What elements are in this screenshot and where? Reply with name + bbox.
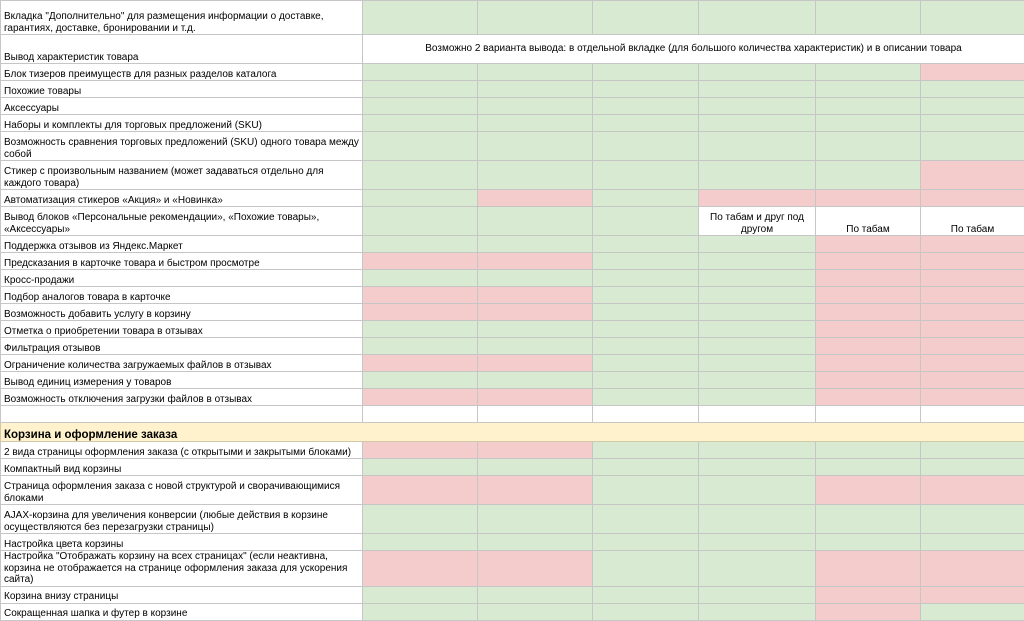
status-cell-unsupported[interactable] [816,603,921,620]
status-cell-supported[interactable] [593,534,699,551]
status-cell-supported[interactable] [699,132,816,161]
status-cell-supported[interactable] [478,64,593,81]
status-cell-supported[interactable] [699,372,816,389]
table-row [1,372,1024,389]
status-cell-unsupported[interactable] [363,476,478,505]
status-cell-supported[interactable] [478,586,593,603]
feature-label-cell[interactable]: Предсказания в карточке товара и быстром просмотре [1,253,363,270]
status-cell-supported[interactable] [699,389,816,406]
status-cell-supported[interactable] [363,98,478,115]
status-cell-note[interactable]: По табам и друг под другом [699,207,816,236]
status-cell-supported[interactable] [363,534,478,551]
feature-label-cell[interactable]: Кросс-продажи [1,270,363,287]
status-cell-unsupported[interactable] [363,253,478,270]
feature-label-cell[interactable]: 2 вида страницы оформления заказа (с открытыми и закрытыми блоками) [1,442,363,459]
feature-label-cell[interactable]: Стикер с произвольным названием (может задаваться отдельно для каждого товара) [1,161,363,190]
status-cell-unsupported[interactable] [816,236,921,253]
status-cell-supported[interactable] [478,115,593,132]
status-cell-supported[interactable] [699,505,816,534]
table-row [1,81,1024,98]
status-cell-unsupported[interactable] [921,161,1024,190]
status-cell-supported[interactable] [478,1,593,35]
status-cell-supported[interactable] [478,459,593,476]
status-cell-supported[interactable] [478,534,593,551]
table-row [1,1,1024,35]
table-row [1,338,1024,355]
status-cell-supported[interactable] [363,338,478,355]
status-cell-unsupported[interactable] [816,287,921,304]
status-cell-supported[interactable] [699,236,816,253]
status-cell-supported[interactable] [699,287,816,304]
status-cell-supported[interactable] [363,64,478,81]
status-cell-supported[interactable] [593,132,699,161]
table-row [1,459,1024,476]
status-cell-supported[interactable] [816,442,921,459]
status-cell-unsupported[interactable] [921,355,1024,372]
status-cell-supported[interactable] [478,505,593,534]
status-cell-supported[interactable] [921,132,1024,161]
status-cell-supported[interactable] [363,81,478,98]
status-cell-unsupported[interactable] [478,304,593,321]
table-row [1,64,1024,81]
status-cell-unsupported[interactable] [816,253,921,270]
status-cell-unsupported[interactable] [363,442,478,459]
status-cell-unsupported[interactable] [363,287,478,304]
status-cell-unsupported[interactable] [816,389,921,406]
table-row [1,207,1024,236]
feature-label-cell[interactable]: Корзина внизу страницы [1,586,363,603]
status-cell-supported[interactable] [816,505,921,534]
status-cell-supported[interactable] [593,1,699,35]
table-row [1,355,1024,372]
status-cell-unsupported[interactable] [816,586,921,603]
status-cell-supported[interactable] [699,476,816,505]
status-cell-supported[interactable] [593,236,699,253]
status-cell-supported[interactable] [593,253,699,270]
status-cell-supported[interactable] [593,287,699,304]
status-cell-supported[interactable] [593,81,699,98]
table-row [1,287,1024,304]
feature-label-cell[interactable]: Подбор аналогов товара в карточке [1,287,363,304]
status-cell-supported[interactable] [699,115,816,132]
status-cell-supported[interactable] [921,505,1024,534]
status-cell-unsupported[interactable] [478,442,593,459]
feature-label-cell[interactable]: Настройка цвета корзины [1,534,363,551]
feature-label-cell[interactable]: Сокращенная шапка и футер в корзине [1,603,363,620]
feature-label-cell[interactable]: Наборы и комплекты для торговых предложений (SKU) [1,115,363,132]
status-cell-note[interactable] [816,406,921,423]
table-row [1,534,1024,551]
status-cell-supported[interactable] [921,98,1024,115]
status-cell-supported[interactable] [478,321,593,338]
status-cell-note[interactable] [593,406,699,423]
table-row [1,586,1024,603]
status-cell-unsupported[interactable] [921,338,1024,355]
feature-label-cell[interactable] [1,406,363,423]
status-cell-unsupported[interactable] [921,64,1024,81]
status-cell-supported[interactable] [593,551,699,587]
feature-label-cell[interactable]: Поддержка отзывов из Яндекс.Маркет [1,236,363,253]
table-row [1,551,1024,587]
status-cell-supported[interactable] [921,442,1024,459]
status-cell-unsupported[interactable] [478,355,593,372]
table-row [1,603,1024,620]
status-cell-supported[interactable] [593,190,699,207]
status-cell-supported[interactable] [699,304,816,321]
status-cell-supported[interactable] [593,304,699,321]
status-cell-supported[interactable] [478,98,593,115]
status-cell-unsupported[interactable] [363,355,478,372]
status-cell-supported[interactable] [593,338,699,355]
table-row [1,253,1024,270]
status-cell-supported[interactable] [816,459,921,476]
status-cell-supported[interactable] [699,1,816,35]
feature-label-cell[interactable]: Блок тизеров преимуществ для разных разделов каталога [1,64,363,81]
status-cell-supported[interactable] [593,476,699,505]
table-row [1,161,1024,190]
status-cell-note[interactable] [363,406,478,423]
status-cell-unsupported[interactable] [921,551,1024,587]
status-cell-supported[interactable] [593,586,699,603]
feature-label-cell[interactable]: Похожие товары [1,81,363,98]
feature-label-cell[interactable]: Вывод характеристик товара [1,35,363,64]
table-row [1,236,1024,253]
status-cell-unsupported[interactable] [921,253,1024,270]
status-cell-unsupported[interactable] [921,236,1024,253]
status-cell-note[interactable]: По табам [816,207,921,236]
feature-label-cell[interactable]: Возможность отключения загрузки файлов в отзывах [1,389,363,406]
status-cell-supported[interactable] [363,207,478,236]
status-cell-note[interactable] [699,406,816,423]
status-cell-unsupported[interactable] [921,476,1024,505]
status-cell-supported[interactable] [816,98,921,115]
status-cell-supported[interactable] [593,321,699,338]
status-cell-supported[interactable] [816,534,921,551]
table-row [1,190,1024,207]
status-cell-supported[interactable] [593,442,699,459]
status-cell-unsupported[interactable] [478,389,593,406]
table-row [1,270,1024,287]
status-cell-supported[interactable] [478,603,593,620]
status-cell-supported[interactable] [363,115,478,132]
feature-label-cell[interactable]: Вывод блоков «Персональные рекомендации», «Похожие товары», «Аксессуары» [1,207,363,236]
status-cell-supported[interactable] [593,64,699,81]
status-cell-supported[interactable] [478,207,593,236]
status-cell-supported[interactable] [363,459,478,476]
status-cell-supported[interactable] [363,372,478,389]
status-cell-supported[interactable] [478,236,593,253]
status-cell-supported[interactable] [363,132,478,161]
status-cell-supported[interactable] [478,338,593,355]
table-body [1,1,1024,621]
status-cell-supported[interactable] [363,505,478,534]
status-cell-supported[interactable] [699,161,816,190]
status-cell-supported[interactable] [363,161,478,190]
status-cell-unsupported[interactable] [816,190,921,207]
status-cell-supported[interactable] [699,534,816,551]
status-cell-supported[interactable] [593,270,699,287]
status-cell-unsupported[interactable] [921,270,1024,287]
status-cell-unsupported[interactable] [921,586,1024,603]
status-cell-supported[interactable] [363,1,478,35]
status-cell-unsupported[interactable] [699,190,816,207]
status-cell-supported[interactable] [699,270,816,287]
status-cell-unsupported[interactable] [363,389,478,406]
status-cell-supported[interactable] [921,603,1024,620]
status-cell-supported[interactable] [921,81,1024,98]
status-cell-supported[interactable] [478,132,593,161]
status-cell-supported[interactable] [363,236,478,253]
status-cell-unsupported[interactable] [478,253,593,270]
status-cell-supported[interactable] [699,551,816,587]
feature-label-cell[interactable]: Вкладка "Дополнительно" для размещения информации о доставке, гарантиях, доставке, бронировании и т.д. [1,1,363,35]
status-cell-supported[interactable] [478,270,593,287]
status-cell-supported[interactable] [593,161,699,190]
status-cell-supported[interactable] [921,459,1024,476]
status-cell-supported[interactable] [816,115,921,132]
table-row [1,132,1024,161]
status-cell-unsupported[interactable] [816,321,921,338]
status-cell-unsupported[interactable] [478,190,593,207]
status-cell-supported[interactable] [816,64,921,81]
status-cell-supported[interactable] [363,586,478,603]
status-cell-supported[interactable] [593,505,699,534]
status-cell-supported[interactable] [593,207,699,236]
status-cell-supported[interactable] [816,81,921,98]
status-cell-unsupported[interactable] [921,287,1024,304]
status-cell-supported[interactable] [593,372,699,389]
status-cell-unsupported[interactable] [363,304,478,321]
status-cell-supported[interactable] [699,459,816,476]
status-cell-unsupported[interactable] [478,287,593,304]
table-row [1,98,1024,115]
table-row [1,35,1024,64]
feature-label-cell[interactable]: Аксессуары [1,98,363,115]
status-cell-supported[interactable] [816,161,921,190]
feature-label-cell[interactable]: AJAX-корзина для увеличения конверсии (любые действия в корзине осуществляются без перезагрузки страницы) [1,505,363,534]
feature-label-cell[interactable]: Настройка "Отображать корзину на всех страницах" (если неактивна, корзина не отображается на странице оформления заказа для ускорения сайта) [1,551,363,587]
status-cell-supported[interactable] [593,459,699,476]
table-row [1,406,1024,423]
feature-label-cell[interactable]: Автоматизация стикеров «Акция» и «Новинка» [1,190,363,207]
status-cell-unsupported[interactable] [478,551,593,587]
status-cell-unsupported[interactable] [363,551,478,587]
status-cell-supported[interactable] [699,98,816,115]
section-title[interactable]: Корзина и оформление заказа [1,423,1024,442]
feature-label-cell[interactable]: Ограничение количества загружаемых файлов в отзывах [1,355,363,372]
feature-label-cell[interactable]: Отметка о приобретении товара в отзывах [1,321,363,338]
status-cell-unsupported[interactable] [816,355,921,372]
status-cell-supported[interactable] [593,115,699,132]
feature-label-cell[interactable]: Возможность сравнения торговых предложений (SKU) одного товара между собой [1,132,363,161]
feature-label-cell[interactable]: Страница оформления заказа с новой структурой и сворачивающимися блоками [1,476,363,505]
status-cell-unsupported[interactable] [921,389,1024,406]
status-cell-supported[interactable] [699,253,816,270]
feature-label-cell[interactable]: Вывод единиц измерения у товаров [1,372,363,389]
status-cell-supported[interactable] [921,115,1024,132]
table-row [1,115,1024,132]
status-cell-note[interactable] [921,406,1024,423]
table-row [1,321,1024,338]
feature-label-cell[interactable]: Фильтрация отзывов [1,338,363,355]
status-cell-supported[interactable] [478,81,593,98]
status-cell-supported[interactable] [593,389,699,406]
status-cell-supported[interactable] [816,132,921,161]
feature-label-cell[interactable]: Компактный вид корзины [1,459,363,476]
status-cell-unsupported[interactable] [816,338,921,355]
status-cell-supported[interactable] [593,603,699,620]
status-cell-supported[interactable] [478,372,593,389]
status-cell-unsupported[interactable] [921,372,1024,389]
table-row [1,476,1024,505]
table-row [1,389,1024,406]
status-cell-supported[interactable] [699,355,816,372]
status-cell-unsupported[interactable] [816,304,921,321]
status-cell-unsupported[interactable] [816,372,921,389]
table-row [1,442,1024,459]
status-cell-supported[interactable] [593,355,699,372]
status-cell-supported[interactable] [921,534,1024,551]
status-cell-note[interactable] [478,406,593,423]
status-cell-unsupported[interactable] [478,476,593,505]
table-row [1,304,1024,321]
feature-label-cell[interactable]: Возможность добавить услугу в корзину [1,304,363,321]
status-cell-supported[interactable] [363,321,478,338]
status-cell-supported[interactable] [921,1,1024,35]
status-cell-supported[interactable] [699,64,816,81]
status-cell-supported[interactable] [478,161,593,190]
status-cell-unsupported[interactable] [921,190,1024,207]
status-cell-supported[interactable] [593,98,699,115]
status-cell-supported[interactable] [699,603,816,620]
status-cell-supported[interactable] [816,1,921,35]
section-header-row [1,423,1024,442]
status-cell-supported[interactable] [363,270,478,287]
status-cell-unsupported[interactable] [816,476,921,505]
status-cell-supported[interactable] [699,338,816,355]
status-cell-unsupported[interactable] [921,321,1024,338]
status-cell-supported[interactable] [699,81,816,98]
merged-note-cell[interactable]: Возможно 2 варианта вывода: в отдельной вкладке (для большого количества характеристик) и в описании товара [363,35,1024,64]
status-cell-supported[interactable] [363,603,478,620]
status-cell-supported[interactable] [363,190,478,207]
status-cell-note[interactable]: По табам [921,207,1024,236]
status-cell-supported[interactable] [699,321,816,338]
table-row [1,505,1024,534]
status-cell-supported[interactable] [699,442,816,459]
status-cell-unsupported[interactable] [816,270,921,287]
status-cell-supported[interactable] [699,586,816,603]
status-cell-unsupported[interactable] [921,304,1024,321]
status-cell-unsupported[interactable] [816,551,921,587]
